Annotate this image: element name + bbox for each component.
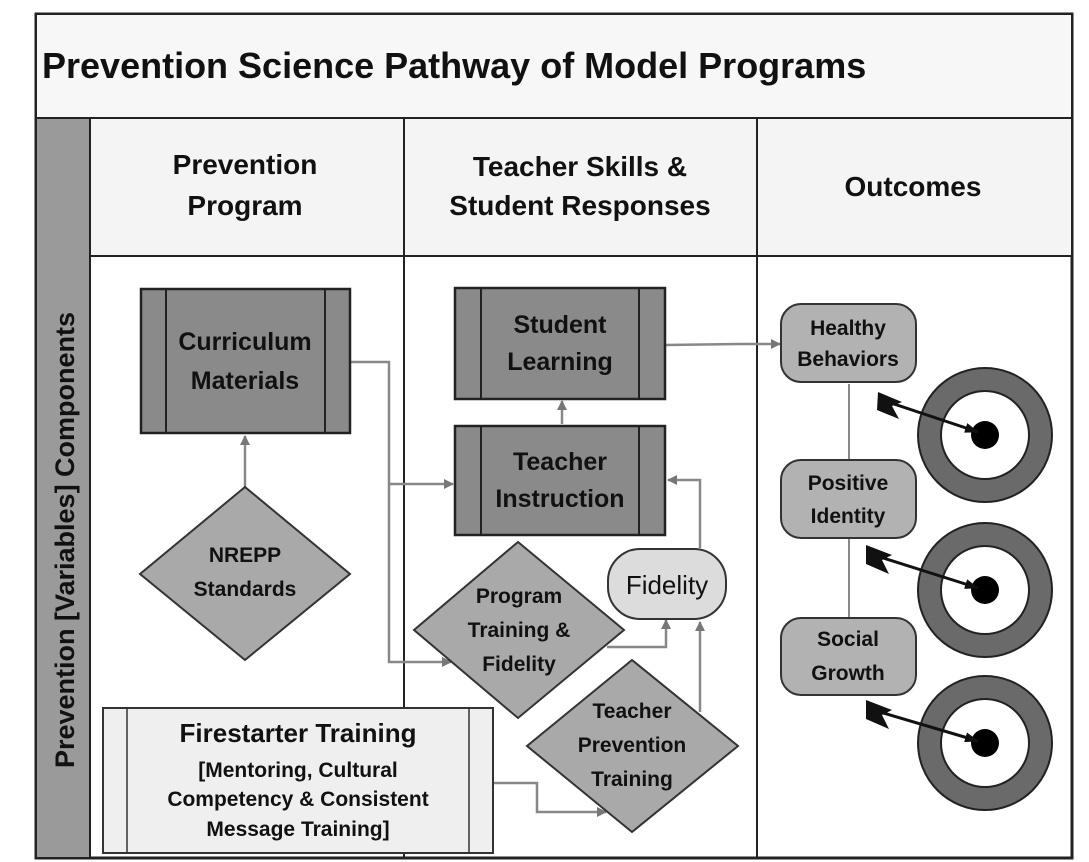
program-training-line2: Training & xyxy=(467,619,571,642)
fidelity-pill xyxy=(608,549,726,619)
program-training-line3: Fidelity xyxy=(482,653,556,676)
teacher-instruction-line2: Instruction xyxy=(495,485,625,513)
outcome-positive-identity-line1: Positive xyxy=(807,472,889,495)
outcome-healthy-behaviors-line1: Healthy xyxy=(810,317,886,340)
column-header-prevention-program-line1: Prevention xyxy=(172,149,318,180)
curriculum-materials-line2: Materials xyxy=(190,367,300,395)
program-training-line1: Program xyxy=(475,585,563,608)
outcome-social-growth-line1: Social xyxy=(817,628,879,651)
firestarter-training-title: Firestarter Training xyxy=(179,718,417,748)
teacher-prevention-line2: Prevention xyxy=(577,734,687,757)
diagram-title: Prevention Science Pathway of Model Programs xyxy=(42,45,867,86)
side-label: Prevention [Variables] Components xyxy=(50,311,80,769)
firestarter-training-line1: [Mentoring, Cultural xyxy=(198,759,398,782)
column-header-teacher-skills-line1: Teacher Skills & xyxy=(472,151,688,182)
outcome-healthy-behaviors xyxy=(781,304,916,382)
student-learning-line2: Learning xyxy=(507,348,613,376)
outcome-positive-identity-line2: Identity xyxy=(810,505,886,528)
column-header-teacher-skills-line2: Student Responses xyxy=(449,190,711,221)
nrepp-standards-line2: Standards xyxy=(193,578,297,601)
fidelity-label: Fidelity xyxy=(625,570,709,600)
outcome-positive-identity xyxy=(781,460,916,538)
firestarter-training-line3: Message Training] xyxy=(206,818,390,841)
curriculum-materials-box xyxy=(141,289,350,433)
curriculum-materials-line1: Curriculum xyxy=(178,328,312,356)
arrow-learning-to-healthy-behaviors xyxy=(666,344,780,345)
teacher-prevention-line1: Teacher xyxy=(592,700,672,723)
firestarter-training-line2: Competency & Consistent xyxy=(167,788,429,811)
outcome-social-growth-line2: Growth xyxy=(811,662,885,685)
outcome-social-growth xyxy=(781,618,916,695)
student-learning-box xyxy=(455,288,665,399)
teacher-prevention-line3: Training xyxy=(591,768,673,791)
teacher-instruction-line1: Teacher xyxy=(512,448,608,476)
outcome-healthy-behaviors-line2: Behaviors xyxy=(797,348,899,371)
student-learning-line1: Student xyxy=(513,311,607,339)
nrepp-standards-line1: NREPP xyxy=(208,544,282,567)
column-header-outcomes: Outcomes xyxy=(844,171,982,202)
firestarter-training-box xyxy=(103,708,493,853)
teacher-instruction-box xyxy=(455,426,665,535)
column-header-prevention-program-line2: Program xyxy=(187,190,303,221)
